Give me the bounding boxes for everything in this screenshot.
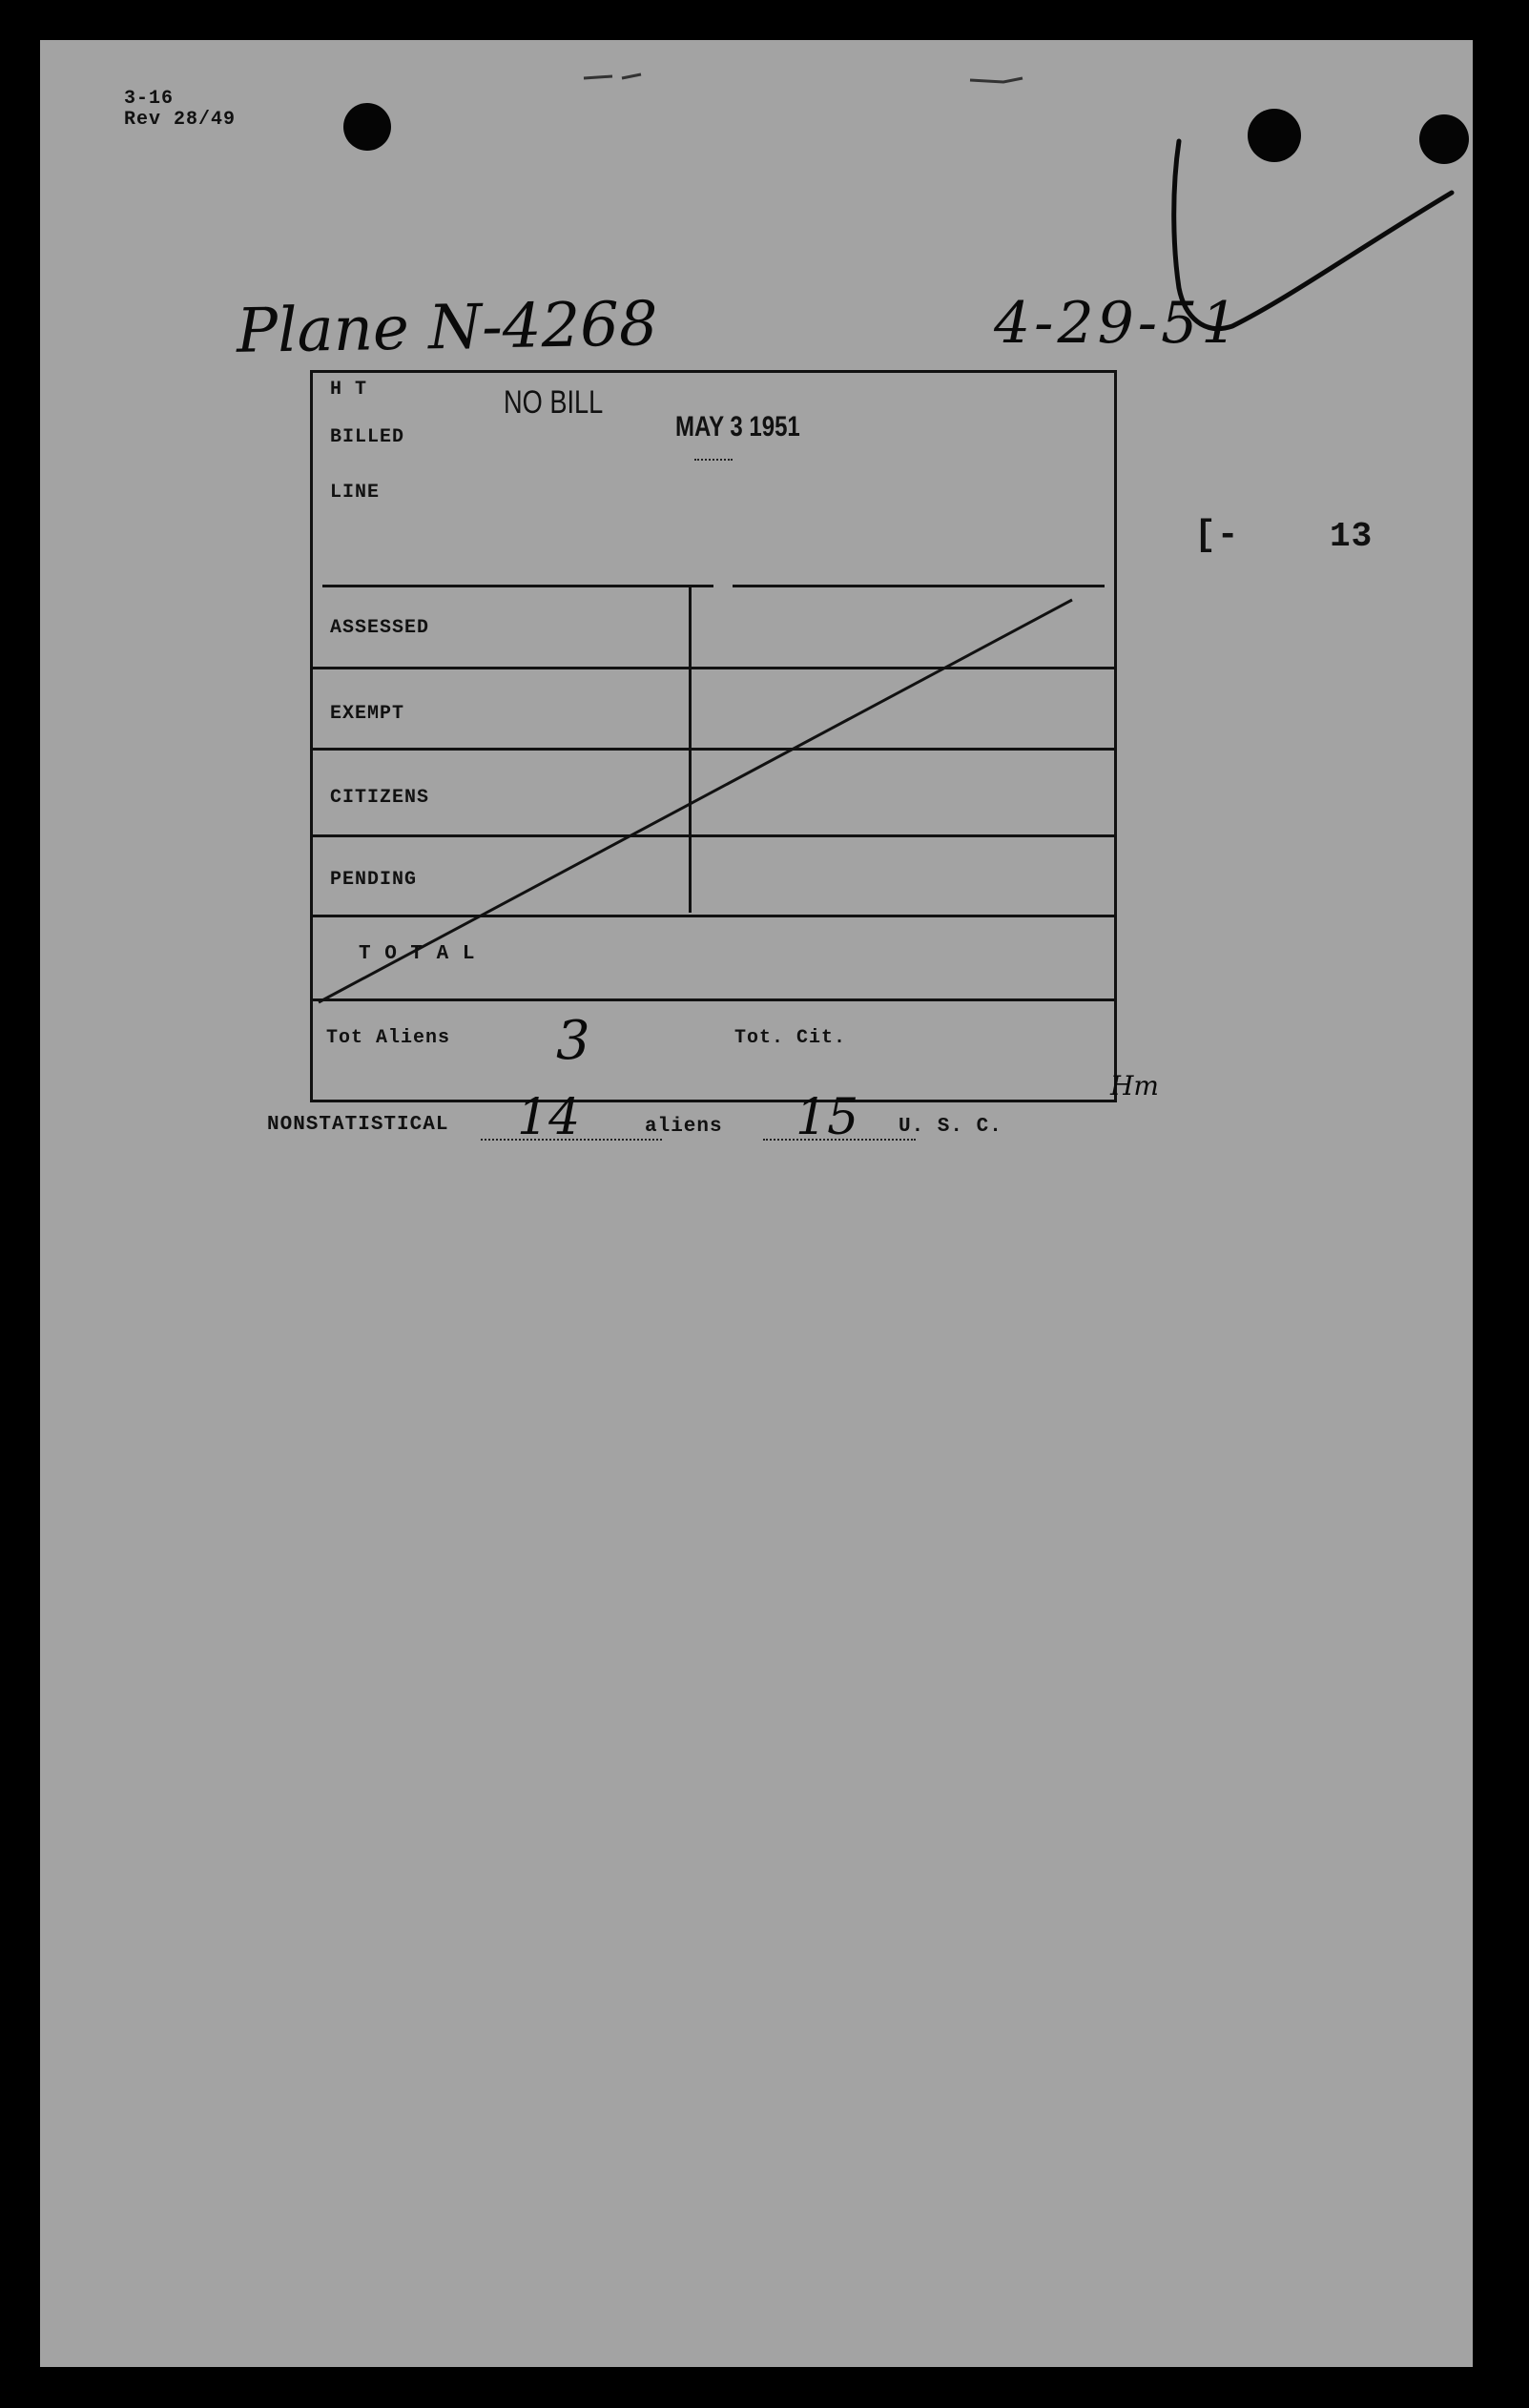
- label-pending: PENDING: [330, 869, 418, 891]
- label-assessed: ASSESSED: [330, 617, 430, 639]
- document-card: [40, 40, 1473, 2367]
- form-number: 3-16: [124, 88, 175, 110]
- form-revision: Rev 28/49: [124, 109, 237, 131]
- initials: Hm: [1110, 1070, 1159, 1101]
- received-date-stamp: MAY 3 1951: [675, 411, 800, 442]
- handwritten-date: 4-29-51: [994, 290, 1242, 357]
- nonstat-usc-value: 15: [795, 1089, 859, 1146]
- no-bill-stamp: NO BILL: [504, 384, 604, 421]
- label-tot-cit: Tot. Cit.: [734, 1027, 847, 1049]
- label-citizens: CITIZENS: [330, 787, 430, 809]
- bracket-mark: [-: [1194, 515, 1240, 556]
- label-nonstatistical: NONSTATISTICAL: [267, 1114, 449, 1136]
- label-ht: H T: [330, 379, 368, 401]
- label-line: LINE: [330, 482, 381, 504]
- label-total: T O T A L: [359, 943, 476, 965]
- stamp-number: 13: [1330, 517, 1374, 556]
- diagonal-cancel-line: [313, 373, 1114, 1100]
- punch-hole-left: [343, 103, 391, 151]
- label-exempt: EXEMPT: [330, 703, 405, 725]
- plane-number: Plane N-4268: [236, 289, 659, 367]
- form-table: [310, 370, 1117, 1102]
- label-billed: BILLED: [330, 426, 405, 448]
- label-aliens: aliens: [645, 1116, 723, 1138]
- tot-aliens-value: 3: [556, 1010, 590, 1072]
- label-usc: U. S. C.: [899, 1116, 1002, 1138]
- top-marks: [536, 61, 1108, 99]
- label-tot-aliens: Tot Aliens: [326, 1027, 451, 1049]
- nonstat-aliens-value: 14: [517, 1089, 581, 1146]
